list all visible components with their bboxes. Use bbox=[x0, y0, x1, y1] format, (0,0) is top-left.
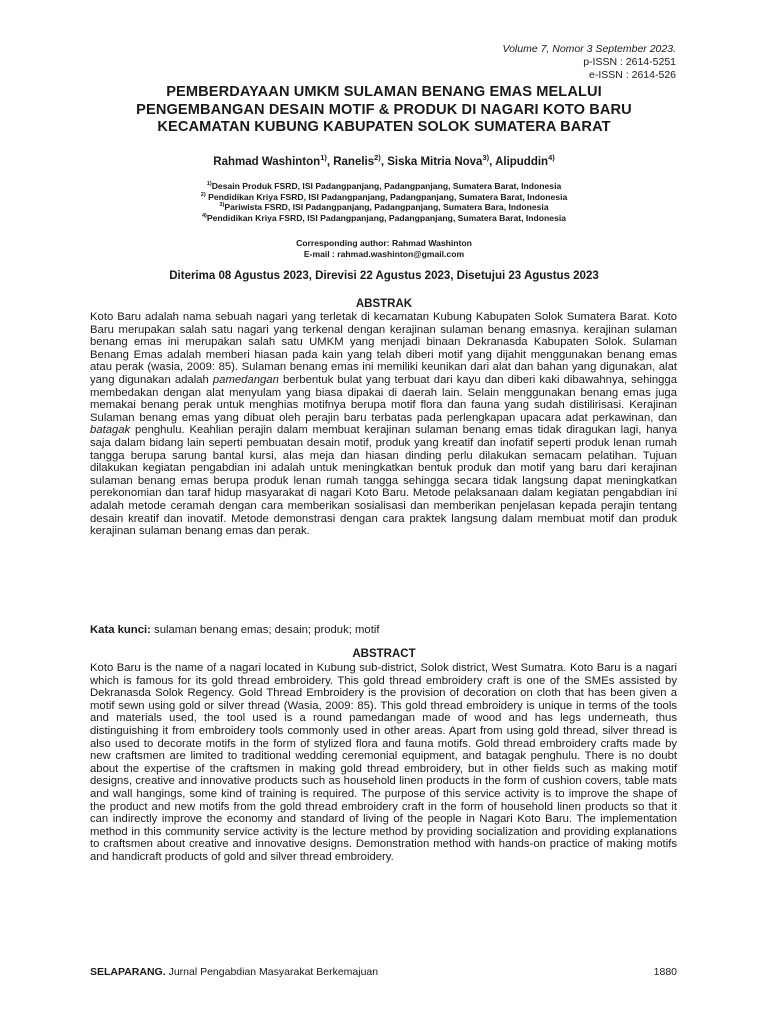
title-line: PEMBERDAYAAN UMKM SULAMAN BENANG EMAS MELALUI bbox=[166, 84, 602, 100]
author-sup: 3) bbox=[482, 153, 490, 163]
affiliation-item bbox=[90, 181, 678, 192]
author-name: Alipuddin bbox=[495, 156, 549, 168]
affiliation-list bbox=[90, 181, 678, 223]
abstract-heading: ABSTRACT bbox=[352, 648, 416, 660]
author-sep: , bbox=[326, 156, 334, 168]
volume-info: Volume 7, Nomor 3 September 2023. bbox=[502, 43, 676, 55]
submission-dates: Diterima 08 Agustus 2023, Direvisi 22 Agustus 2023, Disetujui 23 Agustus 2023 bbox=[169, 270, 599, 282]
keywords bbox=[90, 624, 677, 636]
corresponding-name: Corresponding author: Rahmad Washinton bbox=[296, 238, 472, 248]
affiliation-sup: 4) bbox=[201, 212, 207, 219]
author-name: Siska Mitria Nova bbox=[387, 156, 483, 168]
abstrak-text: Koto Baru adalah nama sebuah nagari yang terletak di kecamatan Kubung Kabupaten Solok Sumatera Barat. Koto Baru merupakan salah satu nagari yang terkenal dengan kerajinan sulaman benang emasnya. kerajinan sulaman benang emas ini merupakan salah satu UMKM yang menjadi binaan Dekranasda Kabupaten Solok. Sulaman Benang Emas adalah memberi hiasan pada kain yang telah diberi motif yang dijahit menggunakan benang emas atau perak (wasia, 2009: 85). Sulaman benang emas ini memiliki keunikan dari alat dan bahan yang digunakan, alat yang digunakan adalah bbox=[90, 311, 677, 386]
keywords-label: Kata kunci: bbox=[90, 624, 151, 636]
keywords-text: sulaman benang emas; desain; produk; motif bbox=[150, 624, 380, 636]
author-sup: 4) bbox=[548, 153, 555, 163]
affiliation-text: Pendidikan Kriya FSRD, ISI Padangpanjang, Padangpanjang, Sumatera Barat, Indonesia bbox=[206, 212, 567, 223]
affiliation-sup: 2) bbox=[200, 191, 206, 198]
page-number: 1880 bbox=[653, 966, 677, 978]
author-sup: 1) bbox=[320, 153, 327, 163]
title-line: KECAMATAN KUBUNG KABUPATEN SOLOK SUMATERA BARAT bbox=[157, 119, 611, 135]
author-sup: 2) bbox=[374, 153, 381, 163]
abstract-body: Koto Baru is the name of a nagari located in Kubung sub-district, Solok district, West Sumatra. Koto Baru is a nagari which is famous for its gold thread embroidery. This gold thread embroidery craft is one of the SMEs assisted by Dekranasda Solok Regency. Gold Thread Embroidery is the provision of decoration on cloth that has been given a motif sewn using gold or silver thread (Wasia, 2009: 85). This gold thread embroidery is unique in terms of the tools and materials used, the tool used is a round pamedangan made of wood and has legs underneath, thus distinguishing it from embroidery tools commonly used in other areas. Apart from using gold thread, silver thread is also used to decorate motifs in the form of stylized flora and fauna motifs. Gold thread embroidery crafts made by new craftsmen are limited to traditional wedding ceremonial equipment, and batagak penghulu. There is no doubt about the expertise of the craftsmen in making gold thread embroidery, but in other fields such as making motif designs, creative and innovative products such as household linen products in the form of cushion covers, table mats and wall hangings, some kind of training is required. The purpose of this service activity is to improve the shape of the product and new motifs from the gold thread embroidery craft in the form of household linen products so that it can indirectly improve the economy and standard of living of the people in Nagari Koto Baru. The implementation method in this community service activity is the lecture method by providing socialization and providing explanations to craftsmen about creative and innovative designs. Demonstration method with hands-on practice of making motifs and handicraft products of gold and silver thread embroidery. bbox=[90, 662, 677, 863]
e-issn: e-ISSN : 2614-526 bbox=[589, 69, 676, 81]
corresponding-email[interactable]: E-mail : rahmad.washinton@gmail.com bbox=[303, 248, 465, 259]
affiliation-text: Pendidikan Kriya FSRD, ISI Padangpanjang, Padangpanjang, Sumatera Barat, Indonesia bbox=[205, 191, 568, 202]
abstrak-italic-term: pamedangan bbox=[212, 373, 279, 386]
footer-journal-subtitle: Jurnal Pengabdian Masyarakat Berkemajuan bbox=[165, 966, 379, 978]
abstrak-text: penghulu. Keahlian perajin dalam membuat kerajinan sulaman benang emas tidak diragukan lagi, hanya saja dalam bidang lain seperti pembuatan desain motif, produk yang kreatif dan inofatif seperti produk lenan rumah tangga berupa sarung bantal kursi, alas meja dan hiasan dinding perlu dilakukan semacam pelatihan. Tujuan dilakukan kegiatan pengabdian ini adalah untuk meningkatkan bentuk produk dan motif yang baru dari kerajinan sulaman benang emas berupa produk lenan rumah tangga sehingga secara tidak langsung dapat meningkatkan perekonomian dan taraf hidup masyarakat di nagari Koto Baru. Metode pelaksanaan dalam kegiatan pengabdian ini adalah metode ceramah dengan cara memberikan sosialisasi dan memberikan penjelasan kepada perajin tentang desain kreatif dan inovatif. Metode demonstrasi dengan cara praktek langsung dalam membuat motif dan produk kerajinan sulaman benang emas dan perak. bbox=[90, 424, 677, 538]
affiliation-sup: 1) bbox=[206, 181, 212, 188]
abstrak-italic-term: batagak bbox=[90, 424, 131, 437]
title-line: PENGEMBANGAN DESAIN MOTIF & PRODUK DI NAGARI KOTO BARU bbox=[136, 101, 632, 118]
author-list bbox=[90, 153, 678, 168]
affiliation-sup: 3) bbox=[219, 202, 225, 209]
journal-meta bbox=[502, 43, 676, 82]
author-sep: , bbox=[380, 156, 388, 168]
footer-journal-name: SELAPARANG. bbox=[90, 966, 166, 978]
author-sep: , bbox=[489, 156, 496, 168]
abstrak-heading: ABSTRAK bbox=[355, 298, 413, 310]
abstrak-body bbox=[90, 311, 677, 538]
author-name: Ranelis bbox=[333, 156, 375, 168]
affiliation-text: Pariwista FSRD, ISI Padangpanjang, Padangpanjang, Sumatera Bara, Indonesia bbox=[224, 202, 549, 213]
paper-title bbox=[90, 84, 678, 137]
corresponding-author bbox=[90, 238, 678, 259]
p-issn: p-ISSN : 2614-5251 bbox=[583, 56, 676, 68]
affiliation-item bbox=[90, 202, 678, 213]
affiliation-item bbox=[90, 213, 678, 224]
author-name: Rahmad Washinton bbox=[213, 156, 321, 168]
affiliation-text: Desain Produk FSRD, ISI Padangpanjang, Padangpanjang, Sumatera Barat, Indonesia bbox=[211, 181, 562, 191]
affiliation-item bbox=[90, 192, 678, 203]
page-footer bbox=[90, 966, 677, 978]
abstrak-text: berbentuk bulat yang terbuat dari kayu dan diberi kaki dibawahnya, sehingga membedakan dengan alat menyulam yang biasa dipakai di daerah lain. Selain menggunakan benang emas juga memakai benang perak untuk menghias motifnya berupa motif flora dan fauna yang sudah distilirisasi. Kerajinan Sulaman benang emas yang dibuat oleh perajin baru terbatas pada perlengkapan upacara adat perkawinan, dan bbox=[90, 373, 677, 424]
